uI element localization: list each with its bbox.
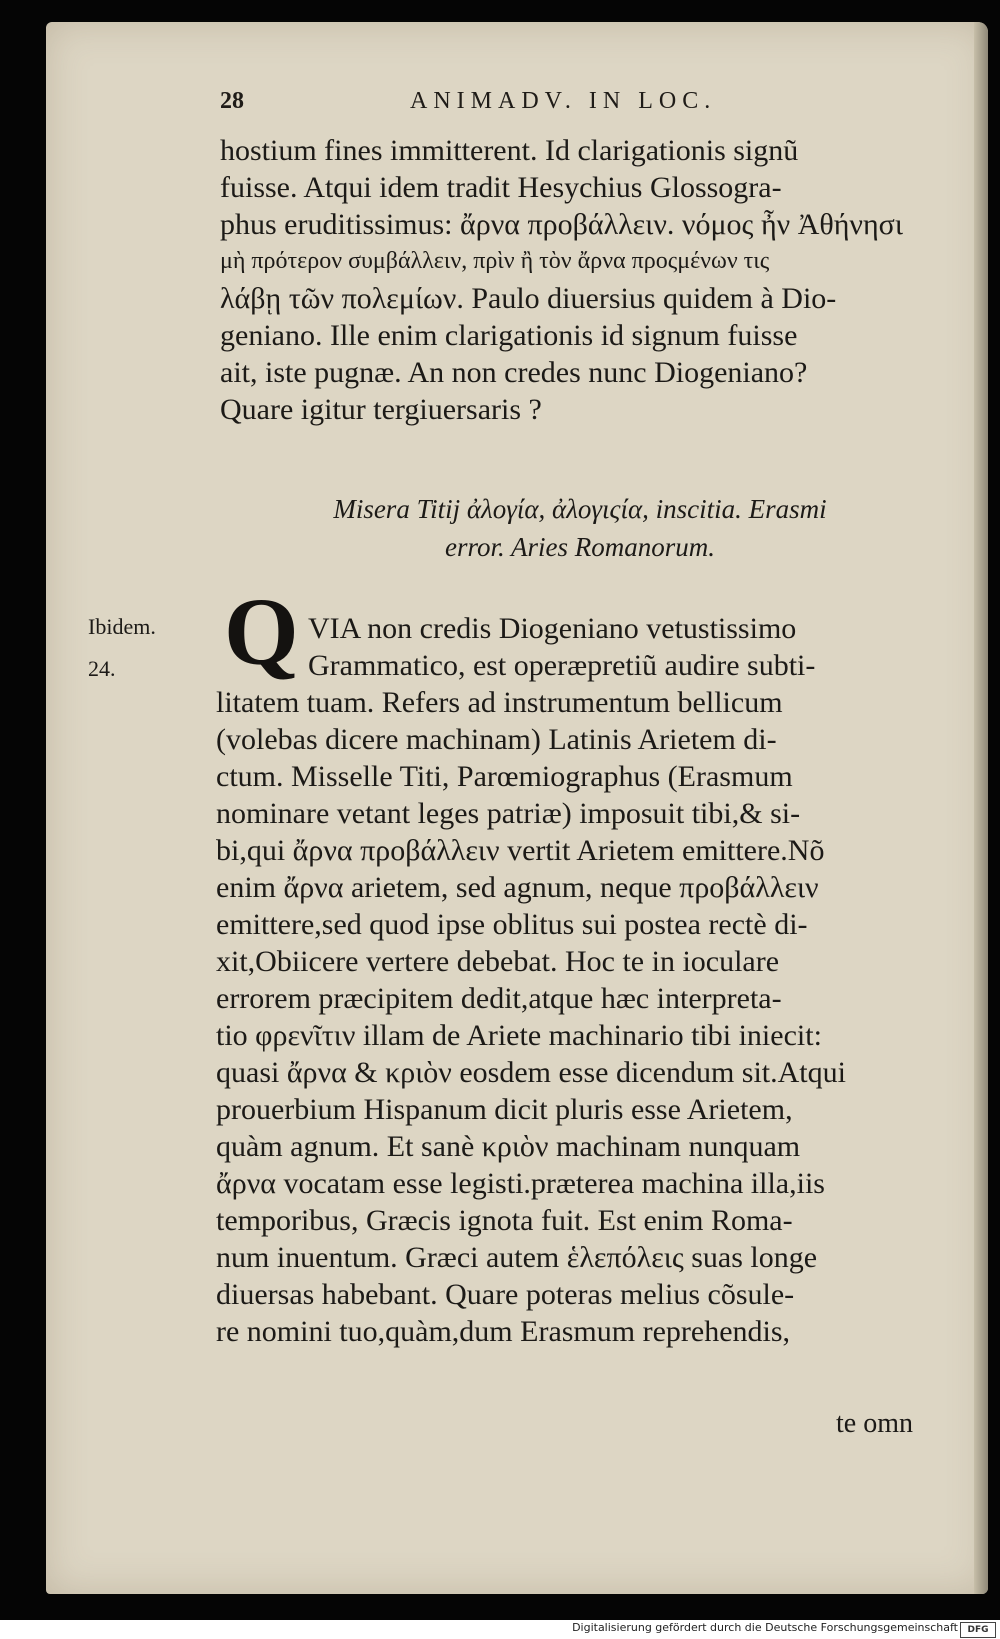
text-line: enim ἄρνα arietem, sed agnum, neque προβάλλειν: [216, 871, 819, 904]
text-line: ἄρνα vocatam esse legisti.præterea machina illa,iis: [216, 1167, 825, 1200]
text-line: fuisse. Atqui idem tradit Hesychius Glossogra-: [220, 171, 782, 204]
text-line: temporibus, Græcis ignota fuit. Est enim Roma-: [216, 1204, 793, 1237]
text-line: errorem præcipitem dedit,atque hæc interpreta-: [216, 982, 782, 1015]
digitization-footer: [0, 1620, 1000, 1639]
text-line: Grammatico, est operæpretiũ audire subti-: [308, 649, 816, 682]
page-edge: [974, 22, 988, 1594]
text-line: xit,Obiicere vertere debebat. Hoc te in ioculare: [216, 945, 780, 978]
text-line: phus eruditissimus: ἄρνα προβάλλειν. νόμος ἦν Ἀθήνησι: [220, 208, 903, 241]
margin-note-number: 24.: [88, 656, 116, 681]
page-number: 28: [220, 88, 244, 114]
section-heading: [250, 490, 910, 566]
catchword: te omn: [836, 1408, 913, 1439]
text-line: num inuentum. Græci autem ἑλεπόλεις suas longe: [216, 1241, 818, 1274]
text-line: re nomini tuo,quàm,dum Erasmum reprehendis,: [216, 1315, 791, 1348]
text-line: Quare igitur tergiuersaris ?: [220, 393, 542, 426]
paragraph-1: [220, 132, 950, 428]
heading-line: Misera Titij ἀλογία, ἀλογιςία, inscitia. Erasmi: [333, 494, 827, 524]
text-line: bi,qui ἄρνα προβάλλειν vertit Arietem emittere.Nõ: [216, 834, 825, 867]
text-line: λάβῃ τῶν πολεμίων. Paulo diuersius quidem à Dio-: [220, 282, 837, 315]
margin-note-ref: Ibidem.: [88, 614, 156, 639]
text-line: quàm agnum. Et sanè κριὸν machinam nunquam: [216, 1130, 801, 1163]
text-line: litatem tuam. Refers ad instrumentum bellicum: [216, 686, 783, 719]
text-line: hostium fines immitterent. Id clarigationis signũ: [220, 134, 799, 167]
text-line: ctum. Misselle Titi, Parœmiographus (Erasmum: [216, 760, 793, 793]
text-line: quasi ἄρνα & κριὸν eosdem esse dicendum sit.Atqui: [216, 1056, 846, 1089]
text-line: VIA non credis Diogeniano vetustissimo: [308, 612, 797, 645]
book-page: [46, 22, 988, 1594]
text-line: ait, iste pugnæ. An non credes nunc Diogeniano?: [220, 356, 808, 389]
margin-note: [88, 606, 156, 690]
paragraph-2: [216, 610, 946, 1350]
text-line: prouerbium Hispanum dicit pluris esse Arietem,: [216, 1093, 793, 1126]
dfg-logo: DFG: [960, 1622, 996, 1638]
footer-credit: Digitalisierung gefördert durch die Deutsche Forschungsgemeinschaft: [572, 1621, 958, 1634]
text-line: diuersas habebant. Quare poteras melius cõsule-: [216, 1278, 795, 1311]
text-line: μὴ πρότερον συμβάλλειν, πρὶν ἢ τὸν ἄρνα προςμένων τις: [220, 248, 770, 274]
text-line: (volebas dicere machinam) Latinis Arietem di-: [216, 723, 777, 756]
text-line: geniano. Ille enim clarigationis id signum fuisse: [220, 319, 798, 352]
drop-cap: Q: [224, 578, 299, 685]
running-head: [220, 86, 820, 126]
text-line: emittere,sed quod ipse oblitus sui postea rectè di-: [216, 908, 808, 941]
text-line: nominare vetant leges patriæ) imposuit tibi,& si-: [216, 797, 801, 830]
heading-line: error. Aries Romanorum.: [444, 532, 715, 562]
running-title: ANIMADV. IN LOC.: [410, 88, 717, 114]
text-line: tio φρενῖτιν illam de Ariete machinario tibi iniecit:: [216, 1019, 822, 1052]
